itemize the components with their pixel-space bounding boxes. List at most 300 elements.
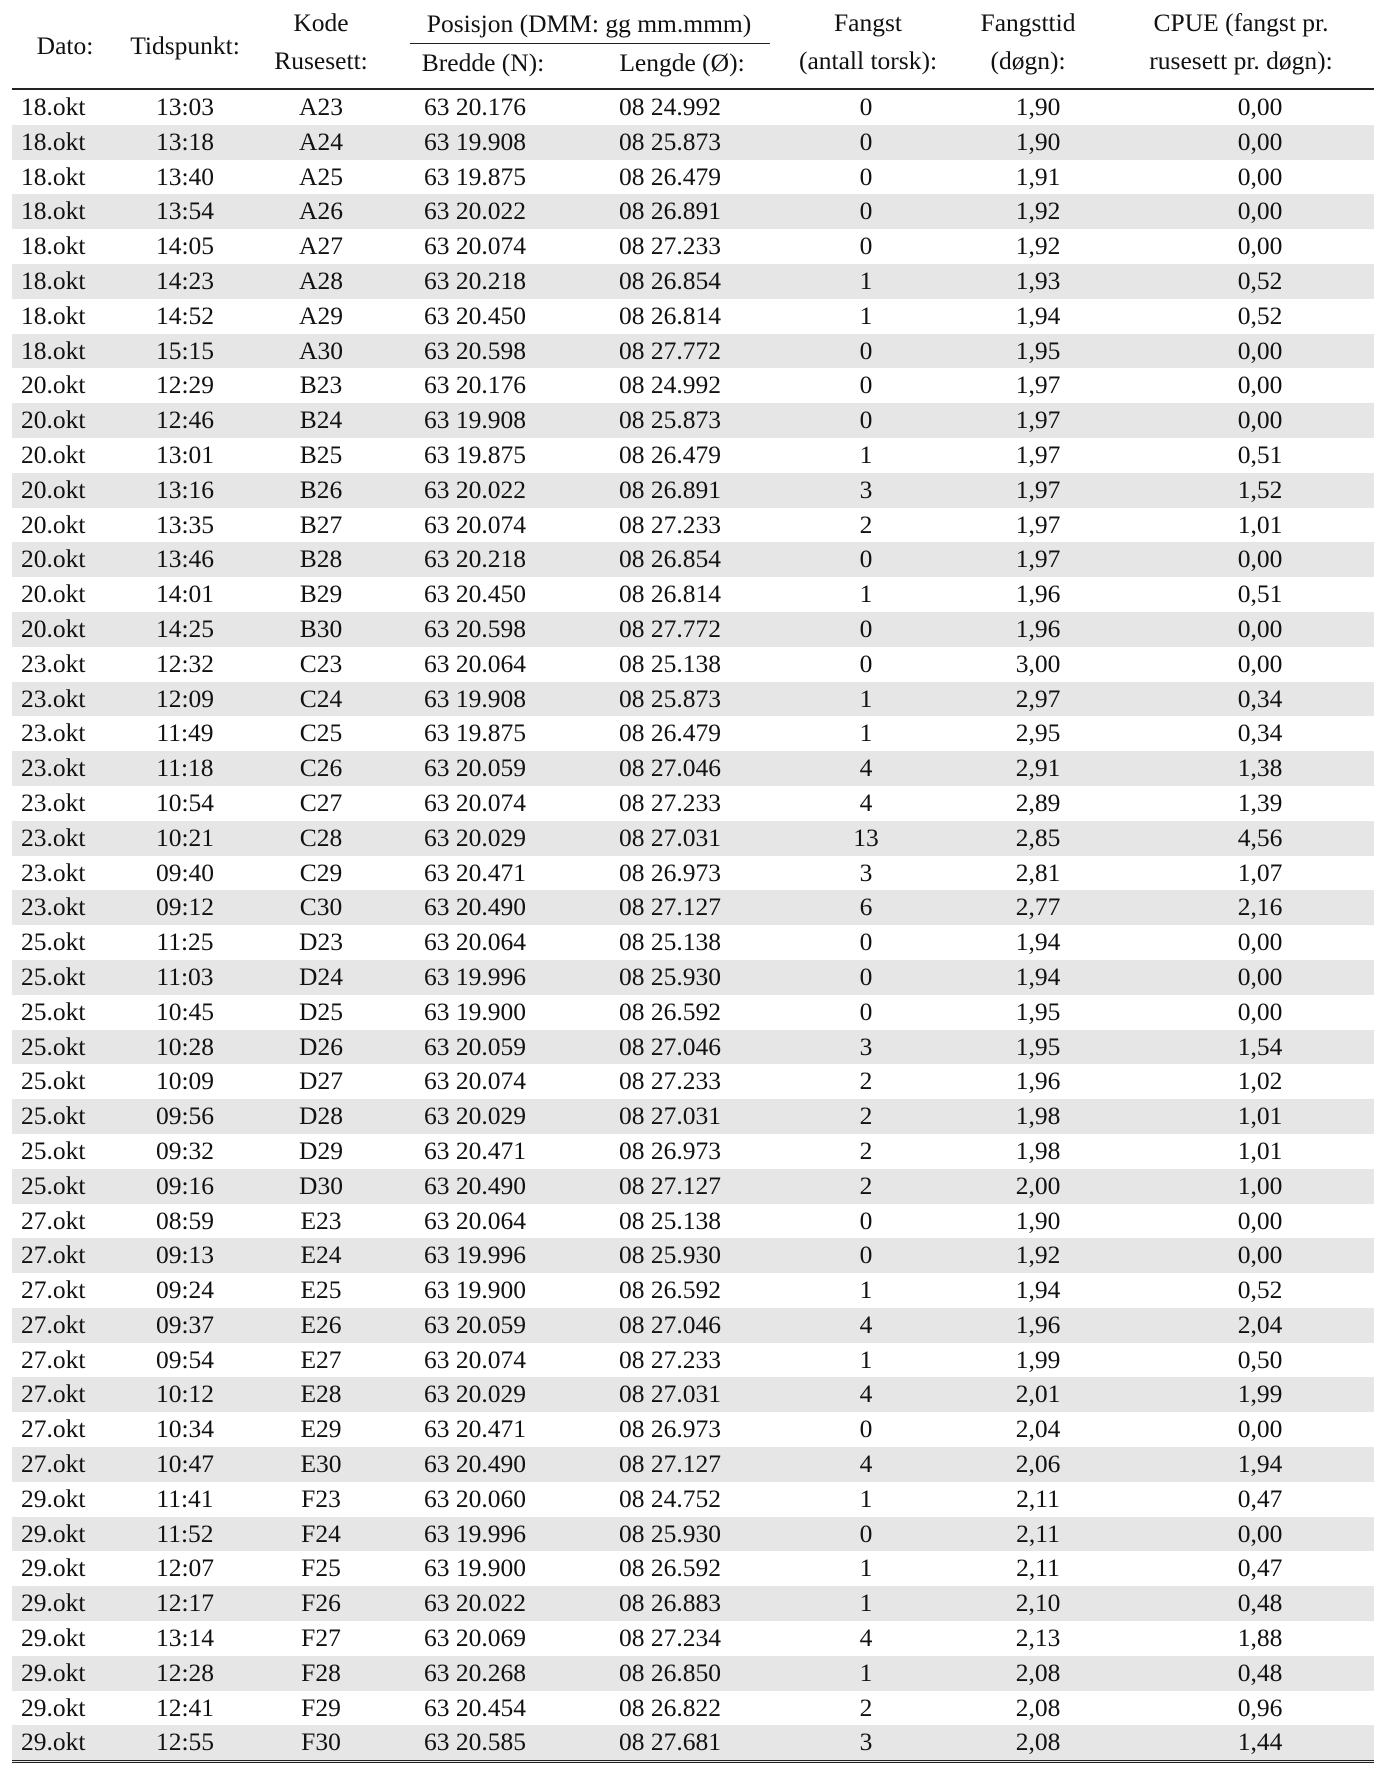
cell-duration: 1,90 — [948, 125, 1108, 160]
cell-date: 18.okt — [21, 161, 86, 191]
cell-code: F29 — [301, 1692, 341, 1722]
cell-longitude: 08 27.127 — [576, 1169, 788, 1204]
cell-catch: 0 — [859, 1205, 873, 1235]
cell-time: 12:07 — [155, 1553, 215, 1583]
cell-longitude: 08 26.592 — [619, 1553, 721, 1583]
cell-catch: 0 — [788, 1238, 948, 1273]
cell-code: A27 — [299, 231, 343, 261]
table-row — [12, 508, 1374, 543]
cell-cpue: 1,44 — [1108, 1725, 1374, 1761]
cell-cpue: 0,00 — [1237, 1414, 1283, 1444]
cell-cpue: 0,00 — [1108, 542, 1374, 577]
cell-longitude: 08 27.233 — [619, 787, 721, 817]
cell-cpue: 0,00 — [1108, 1517, 1374, 1552]
cell-code: F30 — [252, 1725, 390, 1761]
cell-longitude: 08 25.930 — [576, 1517, 788, 1552]
cell-latitude: 63 19.900 — [424, 996, 526, 1026]
cell-duration: 1,97 — [948, 542, 1108, 577]
cell-code: F27 — [301, 1623, 341, 1653]
cell-code: A29 — [299, 300, 343, 330]
cell-catch: 4 — [788, 751, 948, 786]
cell-code: F28 — [252, 1656, 390, 1691]
cell-time: 13:40 — [155, 161, 215, 191]
cell-latitude: 63 20.176 — [424, 370, 526, 400]
cell-time: 12:09 — [118, 682, 252, 717]
table-row — [12, 542, 1374, 577]
cell-latitude: 63 20.471 — [424, 857, 526, 887]
cell-duration: 1,96 — [1015, 579, 1061, 609]
cell-catch: 1 — [788, 1586, 948, 1621]
cell-code: D30 — [252, 1169, 390, 1204]
table-row — [12, 1482, 1374, 1517]
table-row — [12, 716, 1374, 751]
cell-latitude: 63 19.875 — [424, 161, 526, 191]
cell-duration: 1,97 — [1015, 439, 1061, 469]
cell-cpue: 0,00 — [1237, 1205, 1283, 1235]
cell-date: 20.okt — [21, 439, 86, 469]
header-date: Dato: — [12, 4, 118, 89]
cell-duration: 1,96 — [948, 612, 1108, 647]
cell-date: 18.okt — [12, 334, 118, 369]
cell-date: 18.okt — [21, 300, 86, 330]
cell-catch: 4 — [788, 1308, 948, 1343]
table-row — [12, 89, 1374, 125]
cell-cpue: 0,00 — [1108, 1238, 1374, 1273]
cell-code: B29 — [299, 579, 343, 609]
table-row — [12, 334, 1374, 369]
header-code-line1: Kode — [293, 8, 349, 37]
cell-catch: 2 — [788, 1099, 948, 1134]
cell-time: 11:41 — [156, 1483, 214, 1513]
cell-longitude: 08 25.873 — [576, 682, 788, 717]
cell-time: 14:52 — [155, 300, 215, 330]
cell-time: 13:46 — [118, 542, 252, 577]
cell-date: 25.okt — [12, 1169, 118, 1204]
table-row — [12, 160, 1374, 195]
cell-date: 29.okt — [12, 1656, 118, 1691]
cell-cpue: 0,34 — [1108, 682, 1374, 717]
cell-latitude: 63 19.996 — [390, 1517, 576, 1552]
cell-cpue: 0,48 — [1108, 1586, 1374, 1621]
cell-cpue: 0,52 — [1237, 1275, 1283, 1305]
table-header — [12, 4, 1374, 89]
cell-longitude: 08 25.873 — [576, 125, 788, 160]
cell-date: 23.okt — [12, 821, 118, 856]
cell-date: 20.okt — [12, 612, 118, 647]
cell-longitude: 08 26.814 — [619, 300, 721, 330]
cell-time: 14:25 — [118, 612, 252, 647]
table-row — [12, 1238, 1374, 1273]
cell-longitude: 08 27.234 — [619, 1623, 721, 1653]
cell-latitude: 63 19.908 — [390, 682, 576, 717]
cell-code: B26 — [252, 473, 390, 508]
cell-catch: 1 — [859, 1553, 873, 1583]
cell-duration: 1,93 — [948, 264, 1108, 299]
cell-duration: 2,11 — [1016, 1483, 1060, 1513]
cell-cpue: 0,96 — [1237, 1692, 1283, 1722]
table-row — [12, 995, 1374, 1030]
cell-catch: 1 — [859, 579, 873, 609]
cell-code: D23 — [299, 927, 343, 957]
cell-longitude: 08 26.973 — [619, 1414, 721, 1444]
cell-cpue: 1,01 — [1108, 1099, 1374, 1134]
cell-longitude: 08 24.992 — [619, 370, 721, 400]
cell-time: 09:32 — [155, 1135, 215, 1165]
cell-cpue: 1,39 — [1237, 787, 1283, 817]
cell-code: E28 — [252, 1377, 390, 1412]
cell-date: 29.okt — [21, 1623, 86, 1653]
cell-time: 13:54 — [118, 194, 252, 229]
table-row — [12, 1273, 1374, 1308]
cell-date: 27.okt — [21, 1205, 86, 1235]
cell-latitude: 63 20.218 — [390, 264, 576, 299]
table-row — [12, 682, 1374, 717]
cell-longitude: 08 25.873 — [576, 403, 788, 438]
cell-latitude: 63 20.064 — [424, 648, 526, 678]
cell-catch: 2 — [859, 1135, 873, 1165]
cell-duration: 1,92 — [948, 1238, 1108, 1273]
cell-date: 23.okt — [12, 682, 118, 717]
cell-catch: 1 — [859, 1344, 873, 1374]
cell-duration: 1,94 — [1015, 300, 1061, 330]
table-row — [12, 229, 1374, 264]
cell-latitude: 63 20.074 — [424, 787, 526, 817]
cell-cpue: 1,54 — [1108, 1030, 1374, 1065]
cell-cpue: 0,00 — [1108, 334, 1374, 369]
cell-longitude: 08 26.479 — [619, 439, 721, 469]
cell-latitude: 63 20.490 — [390, 890, 576, 925]
cell-duration: 1,94 — [948, 960, 1108, 995]
cell-time: 09:37 — [118, 1308, 252, 1343]
cell-catch: 1 — [788, 682, 948, 717]
cell-cpue: 0,52 — [1108, 264, 1374, 299]
cell-longitude: 08 27.031 — [576, 1377, 788, 1412]
cell-catch: 2 — [859, 509, 873, 539]
cell-cpue: 0,00 — [1237, 92, 1283, 121]
cell-longitude: 08 26.822 — [619, 1692, 721, 1722]
table-row — [12, 1030, 1374, 1065]
cell-longitude: 08 27.046 — [576, 751, 788, 786]
cell-latitude: 63 20.060 — [424, 1483, 526, 1513]
table-row — [12, 194, 1374, 229]
cell-duration: 2,08 — [948, 1656, 1108, 1691]
cell-catch: 4 — [788, 1447, 948, 1482]
cell-date: 18.okt — [21, 92, 86, 121]
cell-date: 25.okt — [12, 1030, 118, 1065]
cell-date: 25.okt — [21, 1066, 86, 1096]
cell-date: 29.okt — [12, 1517, 118, 1552]
cell-latitude: 63 19.996 — [390, 960, 576, 995]
cell-longitude: 08 26.479 — [619, 718, 721, 748]
cell-latitude: 63 19.900 — [424, 1553, 526, 1583]
cell-time: 09:12 — [118, 890, 252, 925]
cell-time: 10:21 — [118, 821, 252, 856]
header-cpue-line1: CPUE (fangst pr. — [1153, 8, 1329, 37]
cell-longitude: 08 26.854 — [576, 264, 788, 299]
table-row — [12, 890, 1374, 925]
cell-duration: 1,97 — [1015, 370, 1061, 400]
cell-date: 27.okt — [12, 1377, 118, 1412]
cell-code: D28 — [252, 1099, 390, 1134]
cell-catch: 0 — [859, 648, 873, 678]
header-cpue — [1108, 4, 1374, 89]
cell-duration: 2,00 — [948, 1169, 1108, 1204]
cell-time: 08:59 — [155, 1205, 215, 1235]
cell-code: F26 — [252, 1586, 390, 1621]
cell-duration: 2,10 — [948, 1586, 1108, 1621]
cell-date: 29.okt — [21, 1692, 86, 1722]
cell-date: 23.okt — [12, 751, 118, 786]
cell-longitude: 08 26.891 — [576, 194, 788, 229]
table-row — [12, 1099, 1374, 1134]
cell-duration: 1,98 — [1015, 1135, 1061, 1165]
cell-longitude: 08 27.772 — [576, 334, 788, 369]
cell-time: 13:14 — [155, 1623, 215, 1653]
cell-code: A25 — [299, 161, 343, 191]
cell-latitude: 63 20.450 — [424, 300, 526, 330]
cell-time: 13:18 — [118, 125, 252, 160]
cell-duration: 1,97 — [948, 403, 1108, 438]
cell-catch: 1 — [859, 439, 873, 469]
table-row — [12, 1343, 1374, 1378]
cell-date: 27.okt — [12, 1308, 118, 1343]
cell-longitude: 08 25.930 — [576, 1238, 788, 1273]
cell-cpue: 0,00 — [1108, 403, 1374, 438]
cell-cpue: 0,47 — [1237, 1483, 1283, 1513]
cell-latitude: 63 20.029 — [390, 1099, 576, 1134]
cell-code: F25 — [301, 1553, 341, 1583]
cell-latitude: 63 20.059 — [390, 751, 576, 786]
cell-duration: 1,91 — [1015, 161, 1061, 191]
cell-catch: 4 — [788, 1377, 948, 1412]
cell-duration: 3,00 — [1015, 648, 1061, 678]
cell-date: 25.okt — [12, 1099, 118, 1134]
cell-longitude: 08 27.127 — [576, 890, 788, 925]
cell-code: C28 — [252, 821, 390, 856]
cell-cpue: 0,52 — [1237, 300, 1283, 330]
header-catch-line2: (antall torsk): — [798, 46, 938, 75]
cell-duration: 1,98 — [948, 1099, 1108, 1134]
cell-catch: 4 — [859, 787, 873, 817]
cell-cpue: 1,02 — [1237, 1066, 1283, 1096]
cell-time: 09:54 — [155, 1344, 215, 1374]
cell-catch: 1 — [788, 264, 948, 299]
cell-latitude: 63 20.069 — [424, 1623, 526, 1653]
cell-code: E26 — [252, 1308, 390, 1343]
cell-cpue: 1,01 — [1237, 1135, 1283, 1165]
cell-duration: 2,06 — [948, 1447, 1108, 1482]
cell-longitude: 08 26.592 — [619, 996, 721, 1026]
cell-date: 27.okt — [12, 1238, 118, 1273]
cell-catch: 13 — [788, 821, 948, 856]
cell-catch: 0 — [788, 1517, 948, 1552]
cell-date: 23.okt — [21, 718, 86, 748]
cell-latitude: 63 20.471 — [424, 1135, 526, 1165]
cell-catch: 2 — [859, 1066, 873, 1096]
cell-time: 11:52 — [118, 1517, 252, 1552]
cell-longitude: 08 25.138 — [619, 1205, 721, 1235]
cell-date: 29.okt — [21, 1553, 86, 1583]
cell-cpue: 0,50 — [1237, 1344, 1283, 1374]
cell-code: B25 — [299, 439, 343, 469]
cell-time: 12:29 — [155, 370, 215, 400]
cell-latitude: 63 20.598 — [390, 612, 576, 647]
cell-duration: 1,94 — [1015, 927, 1061, 957]
cell-latitude: 63 20.598 — [390, 334, 576, 369]
cell-longitude: 08 26.850 — [576, 1656, 788, 1691]
cell-longitude: 08 25.138 — [619, 648, 721, 678]
cell-duration: 1,92 — [1015, 231, 1061, 261]
cell-time: 13:16 — [118, 473, 252, 508]
cell-date: 25.okt — [21, 927, 86, 957]
cell-time: 11:25 — [156, 927, 214, 957]
cell-cpue: 1,94 — [1108, 1447, 1374, 1482]
cell-duration: 1,97 — [1015, 509, 1061, 539]
cell-longitude: 08 27.233 — [619, 509, 721, 539]
cell-cpue: 0,47 — [1237, 1553, 1283, 1583]
cell-cpue: 0,00 — [1108, 612, 1374, 647]
cell-catch: 0 — [859, 1414, 873, 1444]
cell-latitude: 63 20.218 — [390, 542, 576, 577]
table-row — [12, 1517, 1374, 1552]
cell-date: 25.okt — [12, 960, 118, 995]
cell-catch: 1 — [788, 1656, 948, 1691]
cell-date: 27.okt — [21, 1414, 86, 1444]
cell-time: 12:41 — [155, 1692, 215, 1722]
cell-time: 13:35 — [155, 509, 215, 539]
cell-date: 18.okt — [12, 125, 118, 160]
cell-time: 09:40 — [155, 857, 215, 887]
cell-latitude: 63 20.064 — [424, 927, 526, 957]
cell-catch: 0 — [788, 542, 948, 577]
cell-cpue: 2,16 — [1108, 890, 1374, 925]
table-row — [12, 299, 1374, 334]
cell-date: 23.okt — [12, 890, 118, 925]
header-code-line2: Rusesett: — [274, 46, 368, 75]
cell-latitude: 63 19.875 — [424, 439, 526, 469]
cell-catch: 3 — [788, 473, 948, 508]
table-row — [12, 647, 1374, 682]
cell-duration: 1,95 — [948, 334, 1108, 369]
cell-longitude: 08 27.233 — [619, 1066, 721, 1096]
table-row — [12, 821, 1374, 856]
table-row — [12, 264, 1374, 299]
cell-longitude: 08 27.046 — [576, 1308, 788, 1343]
cell-latitude: 63 20.268 — [390, 1656, 576, 1691]
cell-duration: 2,08 — [948, 1725, 1108, 1761]
cell-code: E23 — [300, 1205, 342, 1235]
cell-code: D27 — [299, 1066, 343, 1096]
table-row — [12, 577, 1374, 612]
cell-catch: 1 — [859, 718, 873, 748]
cell-date: 20.okt — [21, 370, 86, 400]
cell-longitude: 08 27.046 — [576, 1030, 788, 1065]
cell-code: E25 — [300, 1275, 342, 1305]
cell-latitude: 63 20.074 — [424, 1344, 526, 1374]
table-row — [12, 1447, 1374, 1482]
cell-catch: 3 — [859, 857, 873, 887]
cell-longitude: 08 27.233 — [619, 231, 721, 261]
cell-date: 23.okt — [21, 857, 86, 887]
cell-longitude: 08 25.138 — [619, 927, 721, 957]
cell-time: 12:32 — [155, 648, 215, 678]
cell-cpue: 1,52 — [1108, 473, 1374, 508]
cell-time: 09:16 — [118, 1169, 252, 1204]
table-row — [12, 438, 1374, 473]
cell-cpue: 1,07 — [1237, 857, 1283, 887]
cell-time: 13:03 — [155, 92, 215, 121]
cell-cpue: 0,00 — [1108, 125, 1374, 160]
cell-duration: 2,81 — [1015, 857, 1061, 887]
cell-time: 09:13 — [118, 1238, 252, 1273]
cell-cpue: 0,51 — [1237, 439, 1283, 469]
cell-latitude: 63 19.996 — [390, 1238, 576, 1273]
cell-catch: 4 — [859, 1623, 873, 1653]
cell-date: 29.okt — [12, 1725, 118, 1761]
cell-duration: 1,90 — [1015, 92, 1061, 121]
cell-date: 20.okt — [12, 403, 118, 438]
cell-cpue: 0,51 — [1237, 579, 1283, 609]
cell-longitude: 08 24.992 — [619, 92, 721, 121]
catch-data-table — [12, 4, 1374, 1763]
header-cpue-line2: rusesett pr. døgn): — [1149, 46, 1333, 75]
cell-date: 25.okt — [21, 1135, 86, 1165]
cell-longitude: 08 26.592 — [619, 1275, 721, 1305]
cell-cpue: 1,99 — [1108, 1377, 1374, 1412]
cell-duration: 2,04 — [1015, 1414, 1061, 1444]
header-catch — [788, 4, 948, 89]
cell-longitude: 08 25.930 — [576, 960, 788, 995]
table-row — [12, 473, 1374, 508]
table-row — [12, 1691, 1374, 1726]
cell-code: A28 — [252, 264, 390, 299]
header-position-underline — [410, 43, 770, 44]
table-row — [12, 1134, 1374, 1169]
cell-date: 20.okt — [12, 542, 118, 577]
cell-time: 10:12 — [118, 1377, 252, 1412]
table-row — [12, 1064, 1374, 1099]
cell-latitude: 63 20.074 — [424, 231, 526, 261]
table-row — [12, 125, 1374, 160]
cell-time: 10:34 — [155, 1414, 215, 1444]
cell-latitude: 63 20.176 — [424, 92, 526, 121]
cell-time: 14:23 — [118, 264, 252, 299]
cell-time: 13:01 — [155, 439, 215, 469]
table-row — [12, 960, 1374, 995]
cell-cpue: 4,56 — [1108, 821, 1374, 856]
cell-catch: 3 — [788, 1030, 948, 1065]
cell-code: A26 — [252, 194, 390, 229]
header-duration-line2: (døgn): — [990, 46, 1066, 75]
cell-duration: 2,95 — [1015, 718, 1061, 748]
cell-time: 10:54 — [155, 787, 215, 817]
cell-time: 12:55 — [118, 1725, 252, 1761]
table-row — [12, 856, 1374, 891]
cell-latitude: 63 20.074 — [424, 509, 526, 539]
cell-code: A23 — [299, 92, 343, 121]
header-code — [252, 4, 390, 89]
cell-date: 23.okt — [21, 648, 86, 678]
cell-catch: 0 — [859, 92, 873, 121]
cell-date: 18.okt — [12, 194, 118, 229]
cell-code: B27 — [299, 509, 343, 539]
cell-longitude: 08 26.814 — [619, 579, 721, 609]
cell-code: A24 — [252, 125, 390, 160]
cell-cpue: 2,04 — [1108, 1308, 1374, 1343]
cell-cpue: 1,88 — [1237, 1623, 1283, 1653]
cell-cpue: 0,00 — [1237, 927, 1283, 957]
table-row — [12, 612, 1374, 647]
